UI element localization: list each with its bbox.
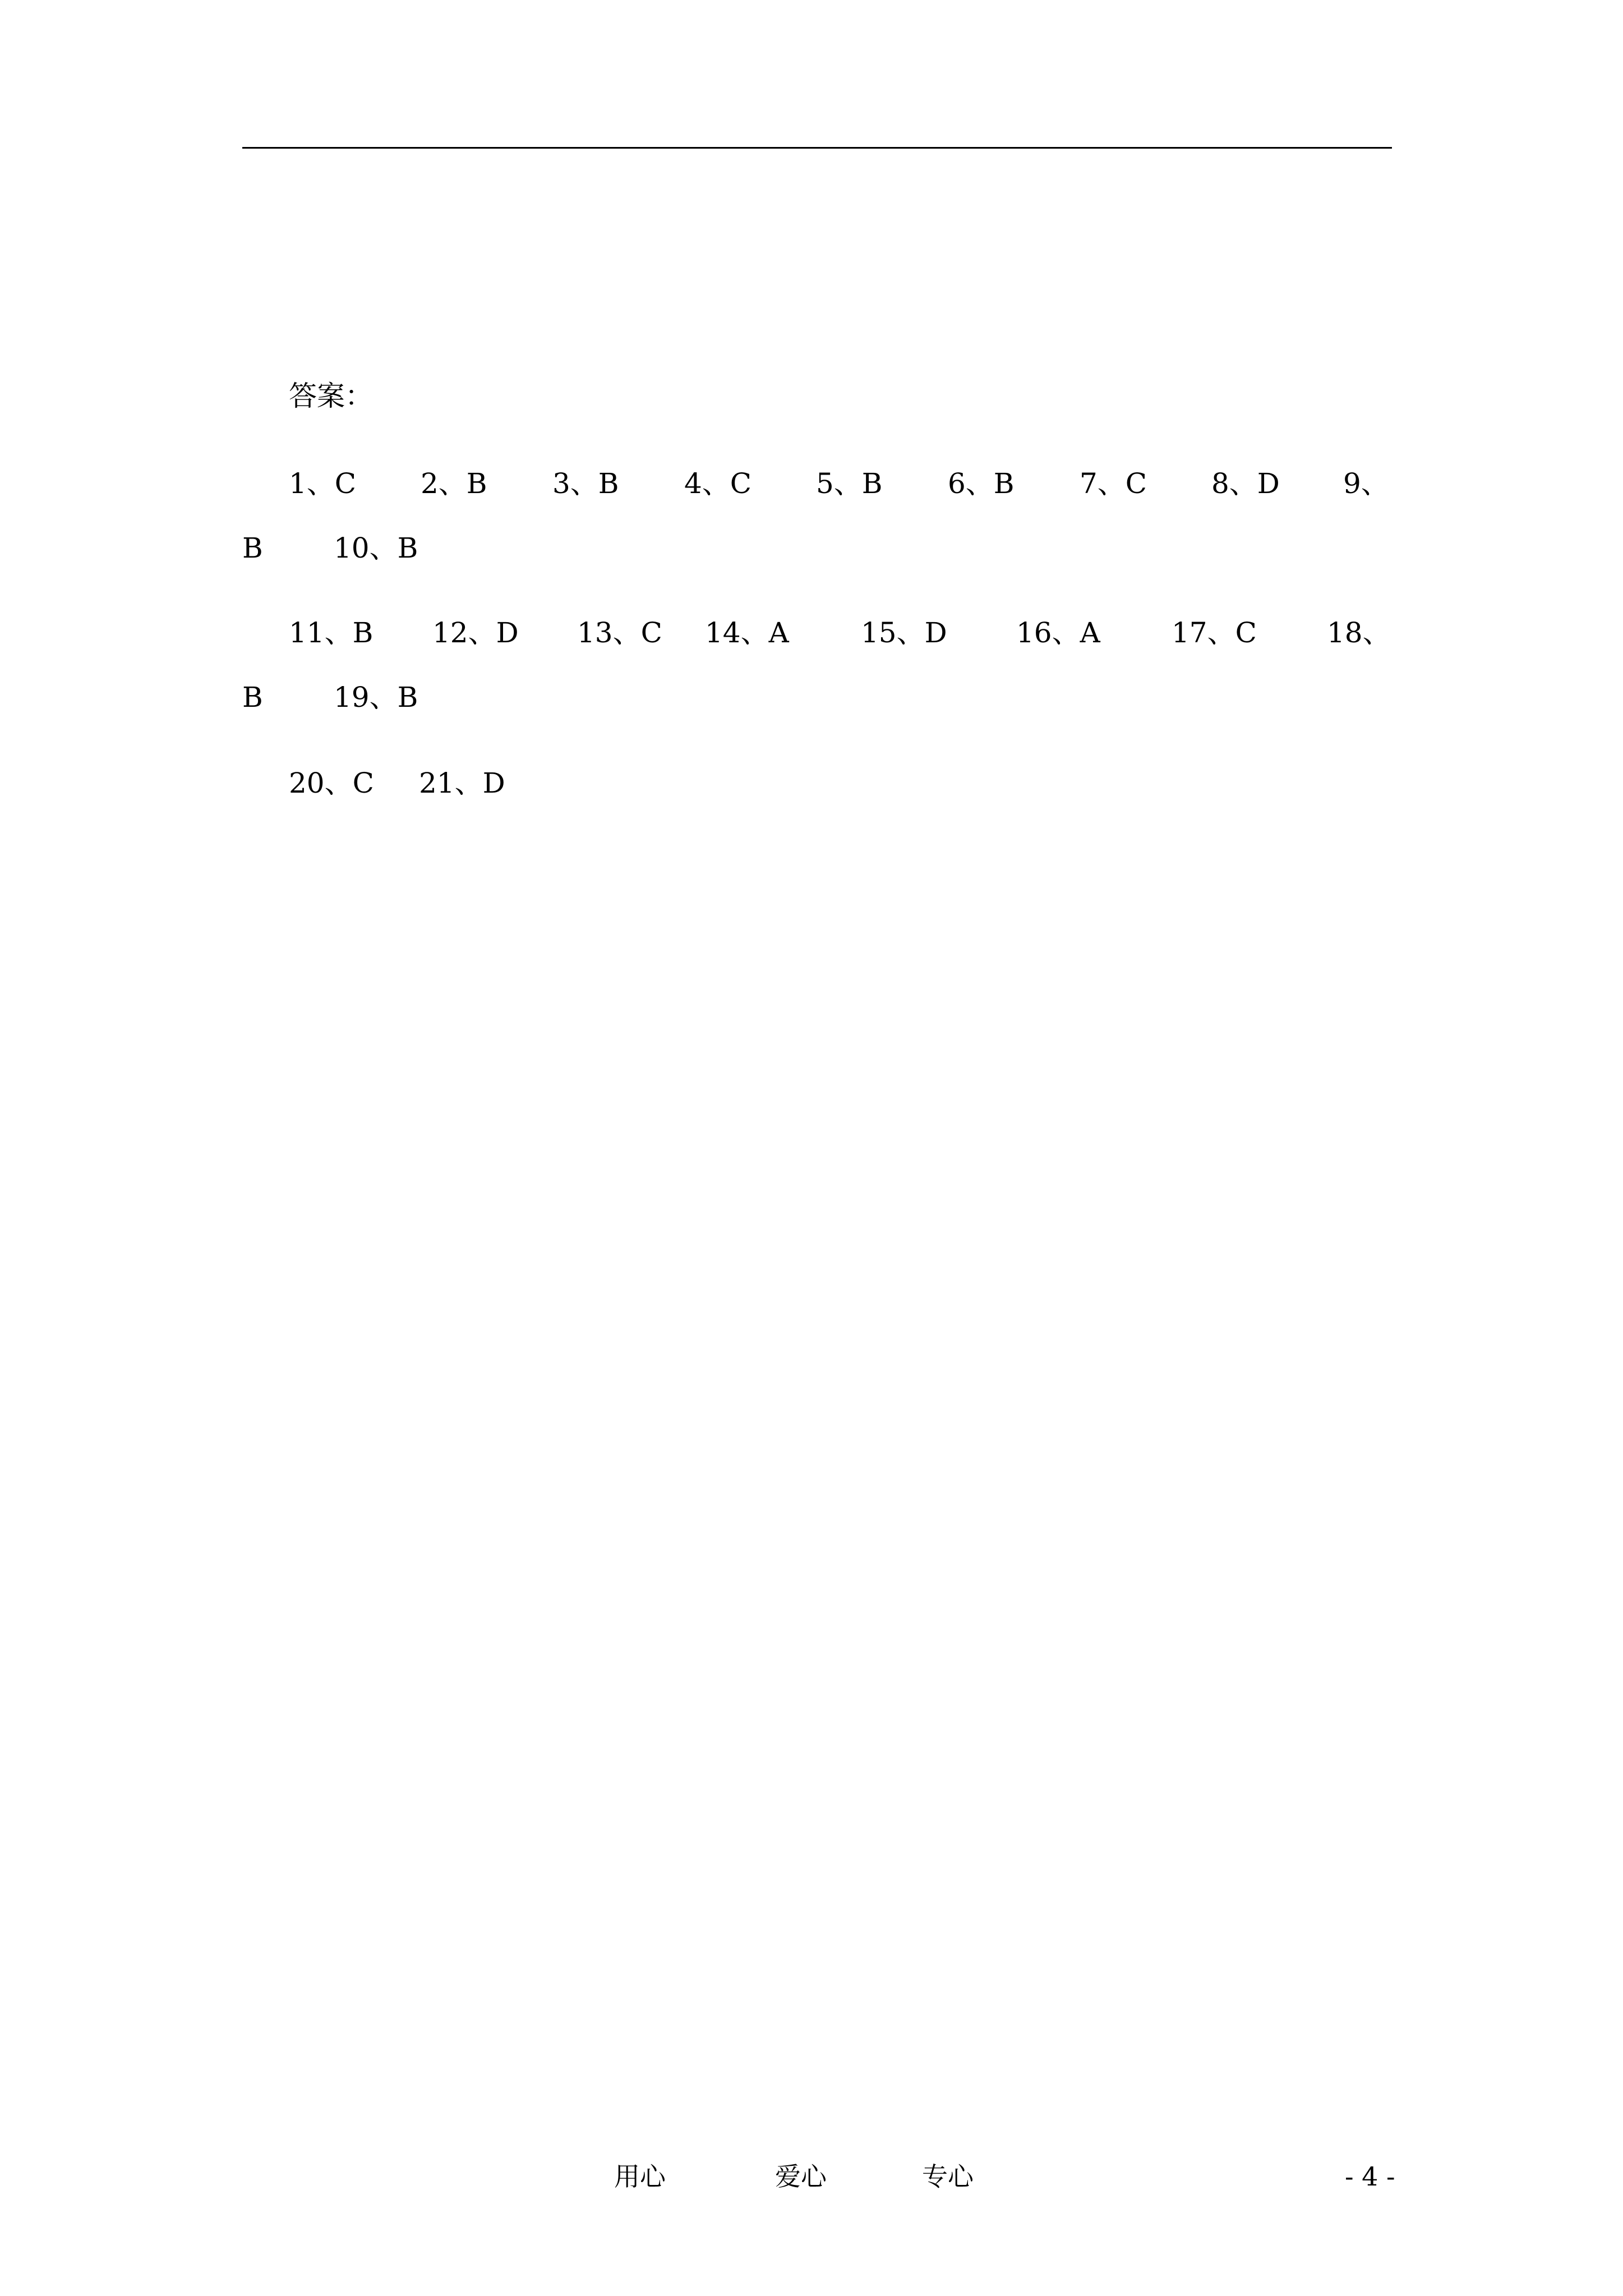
- footer-motto-3: 专心: [922, 2161, 974, 2192]
- answer-item: 18、: [1327, 616, 1391, 649]
- answer-item: 4、C: [684, 467, 752, 500]
- answer-item: 19、B: [334, 681, 418, 714]
- answer-item: B: [242, 681, 263, 714]
- answer-group-1: [242, 467, 1392, 565]
- answer-item: 7、C: [1080, 467, 1147, 500]
- answers-title: 答案：: [289, 380, 373, 412]
- answer-item: 15、D: [861, 616, 947, 649]
- answer-item: 17、C: [1172, 616, 1257, 649]
- answer-item: B: [242, 532, 263, 564]
- answer-line: [242, 616, 1392, 650]
- answer-item: 3、B: [552, 467, 619, 500]
- answer-item: 20、C: [289, 767, 374, 799]
- page-number: - 4 -: [1345, 2161, 1395, 2192]
- answer-item: 6、B: [948, 467, 1015, 500]
- answer-item: 16、A: [1016, 616, 1100, 649]
- answer-item: 14、A: [705, 616, 789, 649]
- answer-item: 5、B: [816, 467, 883, 500]
- header-rule: [242, 147, 1392, 149]
- answer-item: 2、B: [421, 467, 487, 500]
- answer-item: 13、C: [577, 616, 662, 649]
- answer-line: [242, 467, 1392, 500]
- answer-item: 9、: [1343, 467, 1389, 500]
- answer-item: 21、D: [419, 767, 505, 799]
- answer-item: 11、B: [289, 616, 374, 649]
- answer-item: 12、D: [432, 616, 519, 649]
- footer-motto-1: 用心: [614, 2161, 666, 2192]
- answer-group-3: [242, 766, 1392, 800]
- answer-line: [242, 766, 1392, 800]
- answer-item: 10、B: [334, 532, 418, 564]
- answer-item: 1、C: [289, 467, 357, 500]
- answer-line: [242, 531, 1392, 565]
- answer-group-2: [242, 616, 1392, 714]
- answer-line: [242, 680, 1392, 714]
- answer-item: 8、D: [1211, 467, 1280, 500]
- footer-motto-2: 爱心: [775, 2161, 827, 2192]
